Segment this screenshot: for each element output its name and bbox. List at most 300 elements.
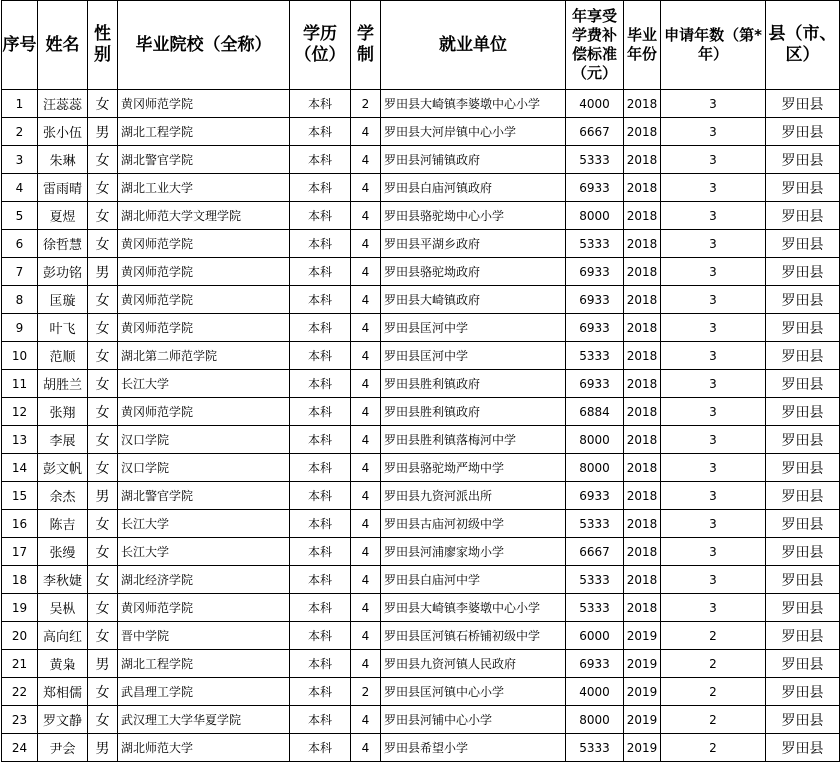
cell-years: 4 bbox=[351, 622, 381, 650]
cell-gender: 女 bbox=[88, 538, 118, 566]
cell-county: 罗田县 bbox=[766, 510, 840, 538]
cell-employer: 罗田县大崎镇李婆墩中心小学 bbox=[381, 90, 566, 118]
cell-apply-years: 3 bbox=[661, 454, 766, 482]
header-degree: 学历（位） bbox=[290, 1, 351, 90]
cell-name: 李秋婕 bbox=[38, 566, 88, 594]
cell-employer: 罗田县河浦廖家坳小学 bbox=[381, 538, 566, 566]
cell-degree: 本科 bbox=[290, 594, 351, 622]
cell-employer: 罗田县骆驼坳严坳中学 bbox=[381, 454, 566, 482]
cell-name: 张翔 bbox=[38, 398, 88, 426]
cell-apply-years: 2 bbox=[661, 706, 766, 734]
cell-degree: 本科 bbox=[290, 146, 351, 174]
cell-gender: 女 bbox=[88, 426, 118, 454]
cell-school: 黄冈师范学院 bbox=[118, 314, 290, 342]
cell-seq: 1 bbox=[2, 90, 38, 118]
cell-employer: 罗田县白庙河镇政府 bbox=[381, 174, 566, 202]
cell-seq: 8 bbox=[2, 286, 38, 314]
cell-county: 罗田县 bbox=[766, 174, 840, 202]
cell-grad-year: 2018 bbox=[624, 426, 661, 454]
cell-degree: 本科 bbox=[290, 230, 351, 258]
cell-standard: 5333 bbox=[566, 146, 624, 174]
cell-standard: 5333 bbox=[566, 734, 624, 762]
cell-apply-years: 3 bbox=[661, 342, 766, 370]
cell-degree: 本科 bbox=[290, 622, 351, 650]
cell-degree: 本科 bbox=[290, 314, 351, 342]
cell-county: 罗田县 bbox=[766, 370, 840, 398]
cell-grad-year: 2018 bbox=[624, 510, 661, 538]
cell-degree: 本科 bbox=[290, 258, 351, 286]
cell-years: 4 bbox=[351, 650, 381, 678]
cell-gender: 男 bbox=[88, 650, 118, 678]
table-row bbox=[2, 118, 840, 146]
cell-standard: 4000 bbox=[566, 678, 624, 706]
cell-gender: 女 bbox=[88, 202, 118, 230]
cell-seq: 24 bbox=[2, 734, 38, 762]
cell-grad-year: 2019 bbox=[624, 706, 661, 734]
cell-degree: 本科 bbox=[290, 118, 351, 146]
cell-seq: 18 bbox=[2, 566, 38, 594]
cell-apply-years: 2 bbox=[661, 678, 766, 706]
cell-apply-years: 3 bbox=[661, 118, 766, 146]
cell-degree: 本科 bbox=[290, 482, 351, 510]
cell-school: 湖北工程学院 bbox=[118, 650, 290, 678]
cell-years: 4 bbox=[351, 286, 381, 314]
cell-degree: 本科 bbox=[290, 174, 351, 202]
cell-gender: 女 bbox=[88, 594, 118, 622]
cell-gender: 女 bbox=[88, 510, 118, 538]
cell-standard: 5333 bbox=[566, 566, 624, 594]
cell-school: 长江大学 bbox=[118, 370, 290, 398]
cell-degree: 本科 bbox=[290, 342, 351, 370]
cell-seq: 9 bbox=[2, 314, 38, 342]
cell-degree: 本科 bbox=[290, 650, 351, 678]
cell-gender: 男 bbox=[88, 734, 118, 762]
cell-gender: 女 bbox=[88, 90, 118, 118]
cell-seq: 22 bbox=[2, 678, 38, 706]
table-row bbox=[2, 370, 840, 398]
cell-years: 4 bbox=[351, 538, 381, 566]
cell-employer: 罗田县胜利镇落梅河中学 bbox=[381, 426, 566, 454]
cell-standard: 6000 bbox=[566, 622, 624, 650]
cell-grad-year: 2018 bbox=[624, 538, 661, 566]
table-row bbox=[2, 286, 840, 314]
cell-school: 湖北经济学院 bbox=[118, 566, 290, 594]
table-row bbox=[2, 258, 840, 286]
table-row bbox=[2, 342, 840, 370]
cell-standard: 6933 bbox=[566, 174, 624, 202]
cell-name: 吴枞 bbox=[38, 594, 88, 622]
table-row bbox=[2, 706, 840, 734]
cell-seq: 23 bbox=[2, 706, 38, 734]
header-name: 姓名 bbox=[38, 1, 88, 90]
cell-county: 罗田县 bbox=[766, 118, 840, 146]
cell-county: 罗田县 bbox=[766, 650, 840, 678]
cell-standard: 6933 bbox=[566, 650, 624, 678]
cell-apply-years: 3 bbox=[661, 230, 766, 258]
cell-name: 胡胜兰 bbox=[38, 370, 88, 398]
cell-seq: 13 bbox=[2, 426, 38, 454]
cell-gender: 女 bbox=[88, 314, 118, 342]
cell-years: 4 bbox=[351, 454, 381, 482]
cell-seq: 2 bbox=[2, 118, 38, 146]
cell-apply-years: 3 bbox=[661, 538, 766, 566]
cell-name: 雷雨晴 bbox=[38, 174, 88, 202]
cell-apply-years: 3 bbox=[661, 594, 766, 622]
table-row bbox=[2, 510, 840, 538]
table-row bbox=[2, 734, 840, 762]
cell-employer: 罗田县大河岸镇中心小学 bbox=[381, 118, 566, 146]
cell-name: 陈吉 bbox=[38, 510, 88, 538]
cell-school: 晋中学院 bbox=[118, 622, 290, 650]
cell-employer: 罗田县大崎镇政府 bbox=[381, 286, 566, 314]
header-standard: 年享受学费补偿标准（元） bbox=[566, 1, 624, 90]
cell-school: 湖北第二师范学院 bbox=[118, 342, 290, 370]
cell-apply-years: 3 bbox=[661, 370, 766, 398]
cell-standard: 8000 bbox=[566, 454, 624, 482]
header-gender: 性别 bbox=[88, 1, 118, 90]
table-row bbox=[2, 230, 840, 258]
cell-gender: 女 bbox=[88, 678, 118, 706]
cell-school: 湖北师范大学 bbox=[118, 734, 290, 762]
cell-apply-years: 2 bbox=[661, 650, 766, 678]
cell-grad-year: 2018 bbox=[624, 482, 661, 510]
cell-standard: 6667 bbox=[566, 118, 624, 146]
cell-employer: 罗田县匡河镇石桥铺初级中学 bbox=[381, 622, 566, 650]
cell-gender: 女 bbox=[88, 454, 118, 482]
cell-seq: 6 bbox=[2, 230, 38, 258]
cell-name: 尹会 bbox=[38, 734, 88, 762]
cell-employer: 罗田县河铺镇政府 bbox=[381, 146, 566, 174]
cell-name: 匡璇 bbox=[38, 286, 88, 314]
cell-grad-year: 2019 bbox=[624, 734, 661, 762]
cell-standard: 6933 bbox=[566, 482, 624, 510]
cell-degree: 本科 bbox=[290, 566, 351, 594]
cell-standard: 8000 bbox=[566, 202, 624, 230]
cell-years: 4 bbox=[351, 482, 381, 510]
cell-gender: 女 bbox=[88, 230, 118, 258]
cell-school: 武汉理工大学华夏学院 bbox=[118, 706, 290, 734]
table-row bbox=[2, 538, 840, 566]
cell-standard: 4000 bbox=[566, 90, 624, 118]
cell-gender: 女 bbox=[88, 370, 118, 398]
cell-name: 徐哲慧 bbox=[38, 230, 88, 258]
cell-county: 罗田县 bbox=[766, 146, 840, 174]
cell-grad-year: 2018 bbox=[624, 370, 661, 398]
cell-degree: 本科 bbox=[290, 202, 351, 230]
cell-standard: 6933 bbox=[566, 258, 624, 286]
cell-apply-years: 2 bbox=[661, 734, 766, 762]
cell-school: 黄冈师范学院 bbox=[118, 90, 290, 118]
cell-name: 彭文帆 bbox=[38, 454, 88, 482]
cell-standard: 5333 bbox=[566, 510, 624, 538]
cell-seq: 12 bbox=[2, 398, 38, 426]
header-seq: 序号 bbox=[2, 1, 38, 90]
cell-county: 罗田县 bbox=[766, 202, 840, 230]
cell-seq: 21 bbox=[2, 650, 38, 678]
cell-degree: 本科 bbox=[290, 538, 351, 566]
cell-employer: 罗田县匡河镇中心小学 bbox=[381, 678, 566, 706]
cell-name: 罗文静 bbox=[38, 706, 88, 734]
cell-gender: 女 bbox=[88, 706, 118, 734]
header-county: 县（市、区） bbox=[766, 1, 840, 90]
table-row bbox=[2, 174, 840, 202]
cell-apply-years: 3 bbox=[661, 398, 766, 426]
cell-years: 4 bbox=[351, 314, 381, 342]
cell-grad-year: 2018 bbox=[624, 118, 661, 146]
cell-county: 罗田县 bbox=[766, 538, 840, 566]
cell-seq: 11 bbox=[2, 370, 38, 398]
cell-standard: 6933 bbox=[566, 314, 624, 342]
cell-apply-years: 3 bbox=[661, 426, 766, 454]
cell-apply-years: 3 bbox=[661, 510, 766, 538]
cell-seq: 19 bbox=[2, 594, 38, 622]
cell-county: 罗田县 bbox=[766, 258, 840, 286]
cell-county: 罗田县 bbox=[766, 426, 840, 454]
cell-seq: 4 bbox=[2, 174, 38, 202]
cell-degree: 本科 bbox=[290, 286, 351, 314]
cell-years: 4 bbox=[351, 510, 381, 538]
cell-county: 罗田县 bbox=[766, 454, 840, 482]
cell-years: 4 bbox=[351, 370, 381, 398]
cell-years: 4 bbox=[351, 566, 381, 594]
cell-school: 汉口学院 bbox=[118, 454, 290, 482]
cell-apply-years: 3 bbox=[661, 482, 766, 510]
table-row bbox=[2, 622, 840, 650]
cell-employer: 罗田县平湖乡政府 bbox=[381, 230, 566, 258]
cell-employer: 罗田县匡河中学 bbox=[381, 342, 566, 370]
cell-employer: 罗田县希望小学 bbox=[381, 734, 566, 762]
cell-seq: 10 bbox=[2, 342, 38, 370]
cell-grad-year: 2018 bbox=[624, 202, 661, 230]
cell-school: 黄冈师范学院 bbox=[118, 286, 290, 314]
cell-apply-years: 2 bbox=[661, 622, 766, 650]
cell-standard: 8000 bbox=[566, 426, 624, 454]
cell-county: 罗田县 bbox=[766, 230, 840, 258]
cell-seq: 15 bbox=[2, 482, 38, 510]
cell-grad-year: 2018 bbox=[624, 566, 661, 594]
cell-apply-years: 3 bbox=[661, 314, 766, 342]
cell-years: 4 bbox=[351, 146, 381, 174]
cell-school: 武昌理工学院 bbox=[118, 678, 290, 706]
cell-name: 余杰 bbox=[38, 482, 88, 510]
cell-gender: 男 bbox=[88, 258, 118, 286]
cell-degree: 本科 bbox=[290, 454, 351, 482]
cell-years: 4 bbox=[351, 258, 381, 286]
cell-employer: 罗田县白庙河中学 bbox=[381, 566, 566, 594]
cell-name: 范顺 bbox=[38, 342, 88, 370]
cell-grad-year: 2018 bbox=[624, 314, 661, 342]
cell-county: 罗田县 bbox=[766, 734, 840, 762]
cell-degree: 本科 bbox=[290, 90, 351, 118]
cell-years: 4 bbox=[351, 706, 381, 734]
cell-school: 湖北师范大学文理学院 bbox=[118, 202, 290, 230]
cell-grad-year: 2018 bbox=[624, 398, 661, 426]
table-row bbox=[2, 482, 840, 510]
cell-seq: 20 bbox=[2, 622, 38, 650]
cell-county: 罗田县 bbox=[766, 678, 840, 706]
header-apply-years: 申请年数（第*年） bbox=[661, 1, 766, 90]
cell-gender: 女 bbox=[88, 146, 118, 174]
cell-gender: 女 bbox=[88, 622, 118, 650]
cell-grad-year: 2018 bbox=[624, 90, 661, 118]
cell-standard: 5333 bbox=[566, 342, 624, 370]
cell-years: 4 bbox=[351, 398, 381, 426]
header-employer: 就业单位 bbox=[381, 1, 566, 90]
cell-degree: 本科 bbox=[290, 734, 351, 762]
cell-gender: 女 bbox=[88, 286, 118, 314]
header-years: 学制 bbox=[351, 1, 381, 90]
cell-name: 张小伍 bbox=[38, 118, 88, 146]
cell-seq: 14 bbox=[2, 454, 38, 482]
cell-grad-year: 2018 bbox=[624, 454, 661, 482]
cell-apply-years: 3 bbox=[661, 174, 766, 202]
cell-name: 郑相儒 bbox=[38, 678, 88, 706]
cell-years: 2 bbox=[351, 90, 381, 118]
cell-seq: 3 bbox=[2, 146, 38, 174]
cell-county: 罗田县 bbox=[766, 706, 840, 734]
cell-school: 黄冈师范学院 bbox=[118, 230, 290, 258]
cell-employer: 罗田县骆驼坳政府 bbox=[381, 258, 566, 286]
cell-years: 4 bbox=[351, 594, 381, 622]
cell-apply-years: 3 bbox=[661, 90, 766, 118]
cell-employer: 罗田县胜利镇政府 bbox=[381, 370, 566, 398]
cell-name: 夏煜 bbox=[38, 202, 88, 230]
cell-degree: 本科 bbox=[290, 510, 351, 538]
cell-gender: 女 bbox=[88, 342, 118, 370]
table-row bbox=[2, 90, 840, 118]
cell-county: 罗田县 bbox=[766, 566, 840, 594]
table-row bbox=[2, 454, 840, 482]
cell-standard: 5333 bbox=[566, 230, 624, 258]
cell-grad-year: 2018 bbox=[624, 342, 661, 370]
cell-apply-years: 3 bbox=[661, 566, 766, 594]
cell-employer: 罗田县骆驼坳中心小学 bbox=[381, 202, 566, 230]
cell-school: 湖北工程学院 bbox=[118, 118, 290, 146]
cell-name: 朱琳 bbox=[38, 146, 88, 174]
cell-gender: 男 bbox=[88, 482, 118, 510]
cell-school: 长江大学 bbox=[118, 538, 290, 566]
cell-school: 黄冈师范学院 bbox=[118, 594, 290, 622]
cell-years: 2 bbox=[351, 678, 381, 706]
cell-apply-years: 3 bbox=[661, 146, 766, 174]
table-body bbox=[2, 90, 840, 762]
cell-gender: 女 bbox=[88, 174, 118, 202]
table-row bbox=[2, 678, 840, 706]
cell-employer: 罗田县九资河镇人民政府 bbox=[381, 650, 566, 678]
cell-county: 罗田县 bbox=[766, 482, 840, 510]
table-row bbox=[2, 650, 840, 678]
cell-name: 李展 bbox=[38, 426, 88, 454]
cell-standard: 6667 bbox=[566, 538, 624, 566]
cell-seq: 16 bbox=[2, 510, 38, 538]
cell-seq: 17 bbox=[2, 538, 38, 566]
cell-years: 4 bbox=[351, 426, 381, 454]
cell-name: 高向红 bbox=[38, 622, 88, 650]
cell-employer: 罗田县胜利镇政府 bbox=[381, 398, 566, 426]
cell-standard: 6933 bbox=[566, 370, 624, 398]
cell-county: 罗田县 bbox=[766, 398, 840, 426]
cell-years: 4 bbox=[351, 202, 381, 230]
cell-degree: 本科 bbox=[290, 398, 351, 426]
cell-school: 长江大学 bbox=[118, 510, 290, 538]
table-row bbox=[2, 398, 840, 426]
table-row bbox=[2, 314, 840, 342]
cell-years: 4 bbox=[351, 342, 381, 370]
cell-name: 叶飞 bbox=[38, 314, 88, 342]
cell-standard: 8000 bbox=[566, 706, 624, 734]
cell-employer: 罗田县河铺中心小学 bbox=[381, 706, 566, 734]
cell-school: 黄冈师范学院 bbox=[118, 398, 290, 426]
cell-county: 罗田县 bbox=[766, 286, 840, 314]
cell-years: 4 bbox=[351, 174, 381, 202]
cell-gender: 女 bbox=[88, 398, 118, 426]
cell-apply-years: 3 bbox=[661, 258, 766, 286]
cell-grad-year: 2019 bbox=[624, 678, 661, 706]
cell-county: 罗田县 bbox=[766, 90, 840, 118]
cell-employer: 罗田县匡河中学 bbox=[381, 314, 566, 342]
cell-county: 罗田县 bbox=[766, 622, 840, 650]
table-row bbox=[2, 426, 840, 454]
header-school: 毕业院校（全称） bbox=[118, 1, 290, 90]
cell-grad-year: 2018 bbox=[624, 174, 661, 202]
cell-standard: 6933 bbox=[566, 286, 624, 314]
subsidy-table bbox=[1, 0, 840, 762]
cell-grad-year: 2018 bbox=[624, 286, 661, 314]
cell-name: 汪蕊蕊 bbox=[38, 90, 88, 118]
cell-school: 黄冈师范学院 bbox=[118, 258, 290, 286]
cell-employer: 罗田县古庙河初级中学 bbox=[381, 510, 566, 538]
cell-years: 4 bbox=[351, 118, 381, 146]
cell-grad-year: 2019 bbox=[624, 622, 661, 650]
cell-name: 张缦 bbox=[38, 538, 88, 566]
table-row bbox=[2, 202, 840, 230]
cell-grad-year: 2018 bbox=[624, 230, 661, 258]
cell-degree: 本科 bbox=[290, 370, 351, 398]
cell-county: 罗田县 bbox=[766, 314, 840, 342]
table-row bbox=[2, 594, 840, 622]
cell-apply-years: 3 bbox=[661, 286, 766, 314]
cell-school: 湖北警官学院 bbox=[118, 146, 290, 174]
cell-seq: 7 bbox=[2, 258, 38, 286]
cell-degree: 本科 bbox=[290, 426, 351, 454]
cell-apply-years: 3 bbox=[661, 202, 766, 230]
cell-degree: 本科 bbox=[290, 706, 351, 734]
cell-standard: 6884 bbox=[566, 398, 624, 426]
cell-school: 湖北工业大学 bbox=[118, 174, 290, 202]
cell-grad-year: 2019 bbox=[624, 650, 661, 678]
cell-seq: 5 bbox=[2, 202, 38, 230]
cell-employer: 罗田县九资河派出所 bbox=[381, 482, 566, 510]
cell-degree: 本科 bbox=[290, 678, 351, 706]
cell-grad-year: 2018 bbox=[624, 258, 661, 286]
cell-name: 黄枭 bbox=[38, 650, 88, 678]
cell-grad-year: 2018 bbox=[624, 146, 661, 174]
cell-school: 汉口学院 bbox=[118, 426, 290, 454]
cell-grad-year: 2018 bbox=[624, 594, 661, 622]
cell-gender: 男 bbox=[88, 118, 118, 146]
cell-county: 罗田县 bbox=[766, 594, 840, 622]
cell-gender: 女 bbox=[88, 566, 118, 594]
header-row bbox=[2, 1, 840, 90]
cell-years: 4 bbox=[351, 230, 381, 258]
header-grad-year: 毕业年份 bbox=[624, 1, 661, 90]
cell-name: 彭功铭 bbox=[38, 258, 88, 286]
cell-school: 湖北警官学院 bbox=[118, 482, 290, 510]
cell-years: 4 bbox=[351, 734, 381, 762]
table-row bbox=[2, 566, 840, 594]
cell-employer: 罗田县大崎镇李婆墩中心小学 bbox=[381, 594, 566, 622]
cell-county: 罗田县 bbox=[766, 342, 840, 370]
